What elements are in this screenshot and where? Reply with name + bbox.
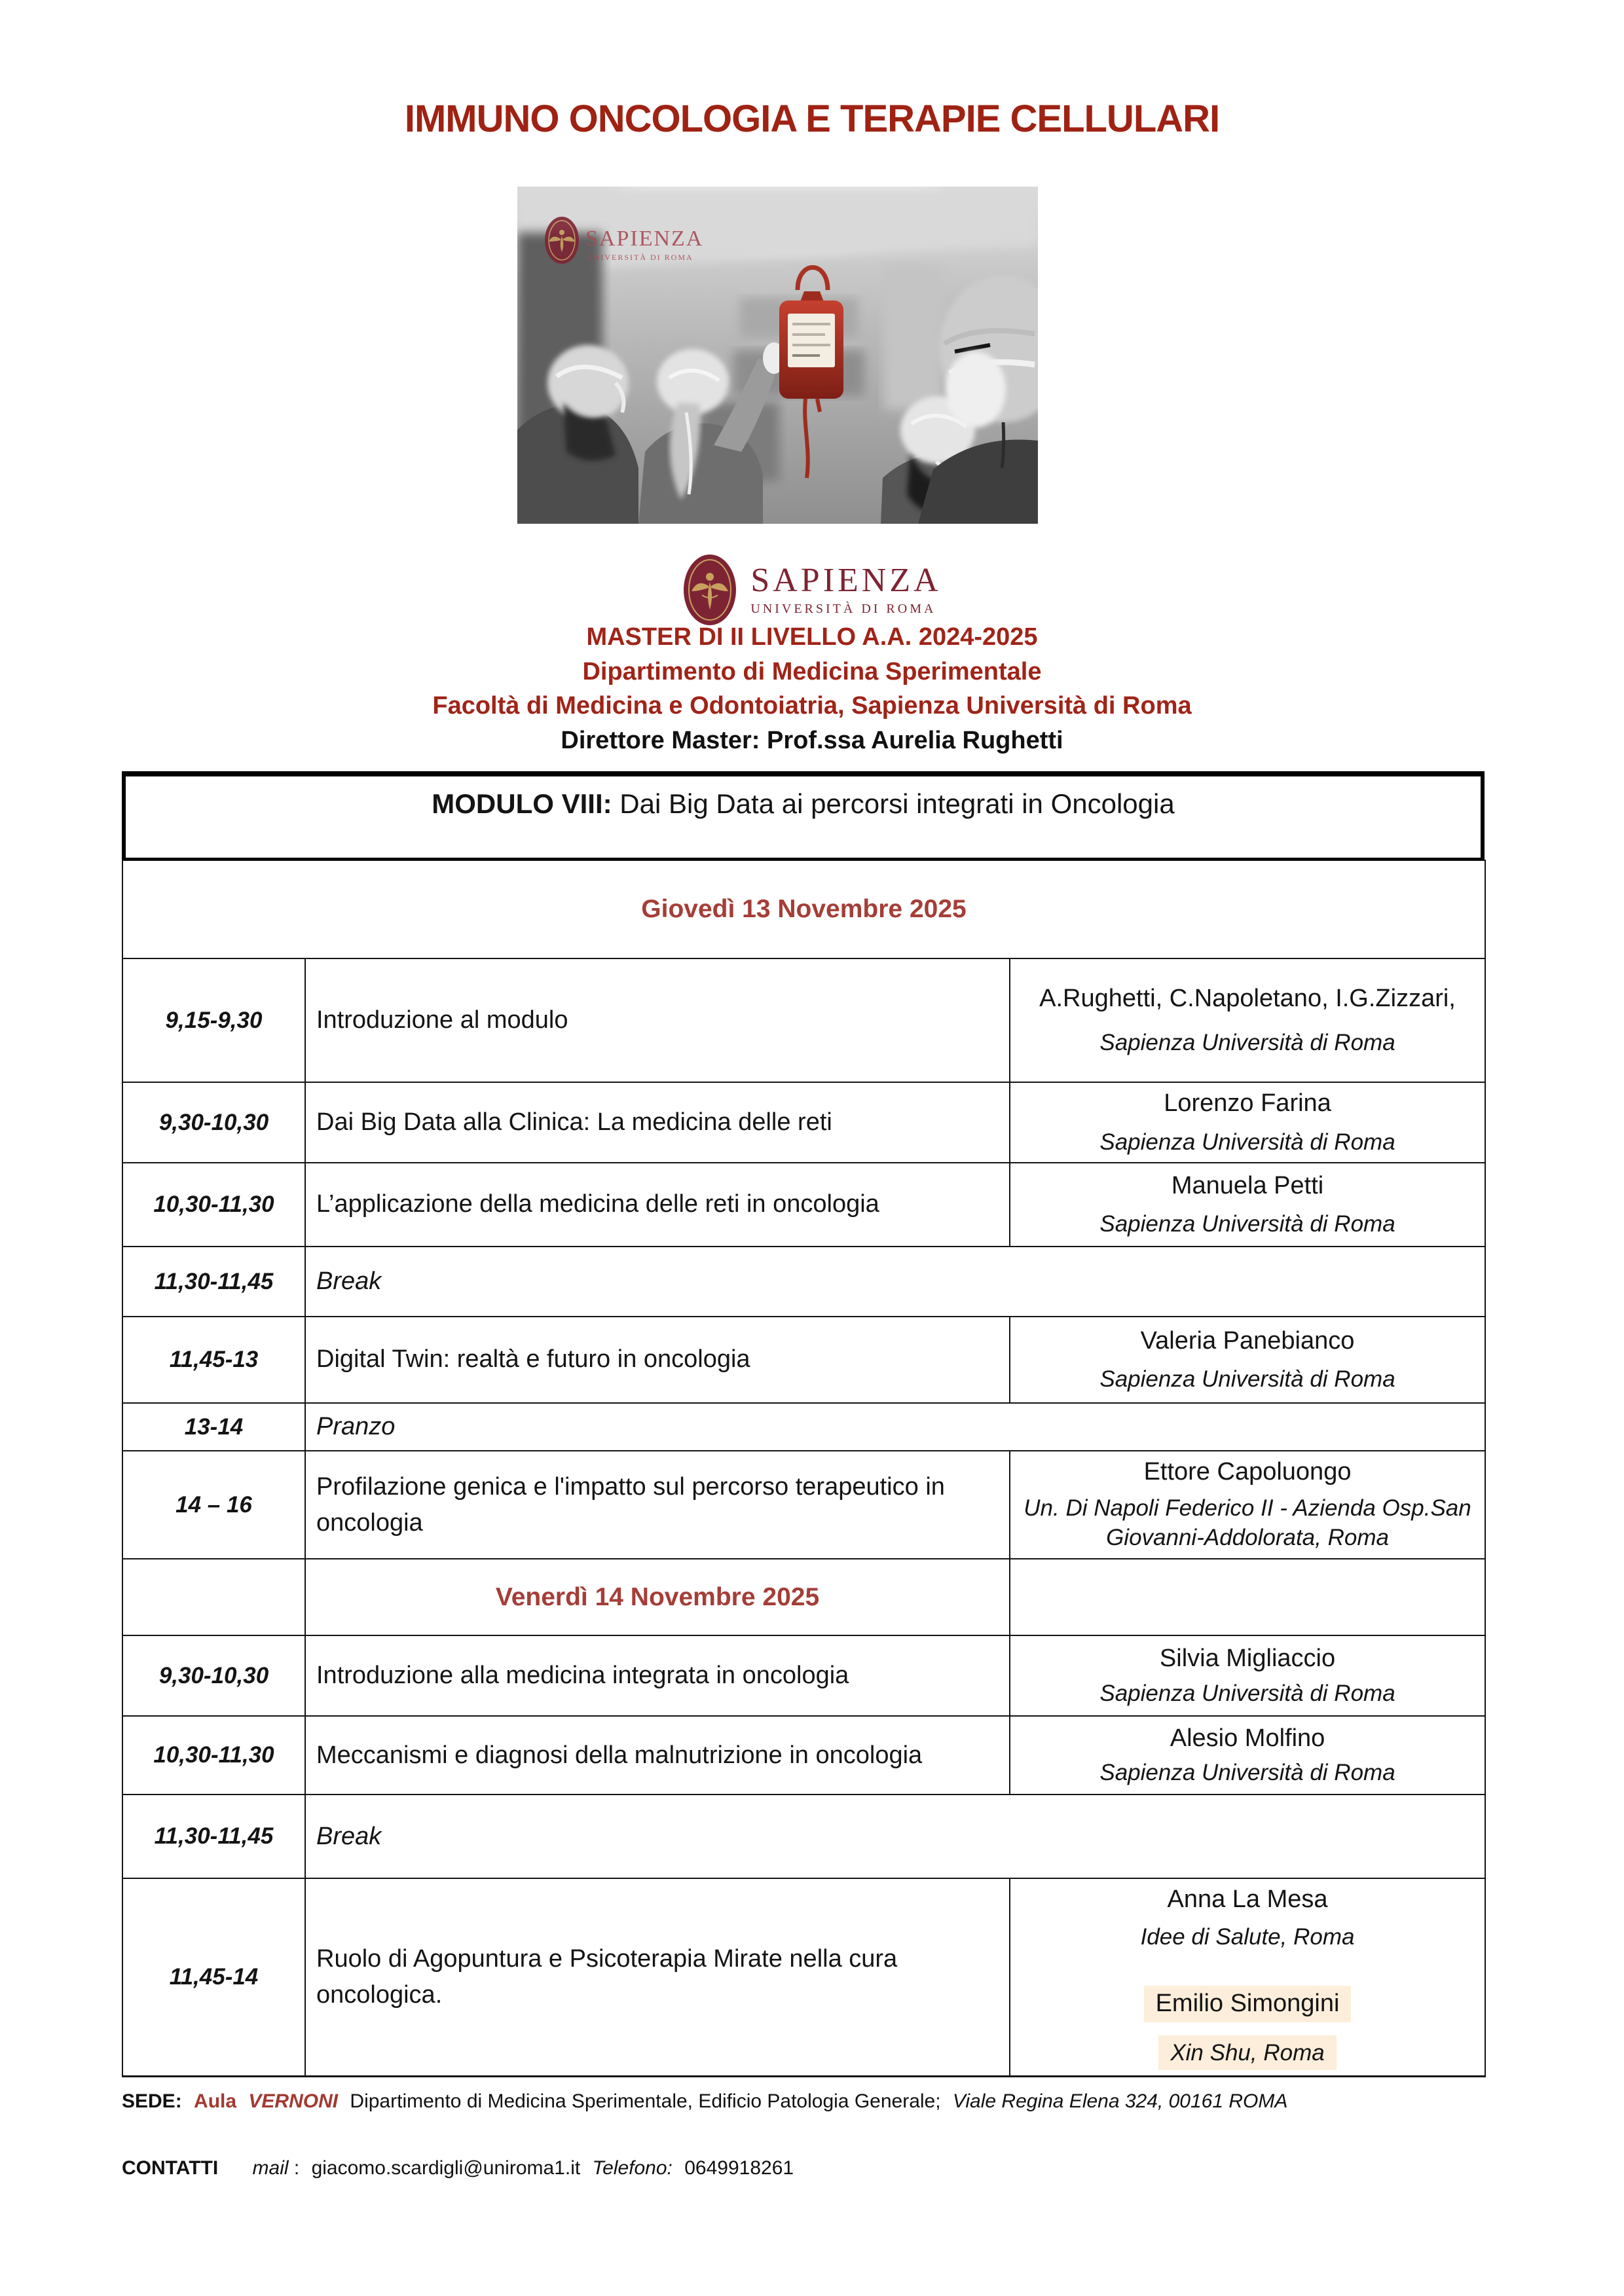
time-cell: 14 – 16 bbox=[122, 1451, 305, 1559]
speaker-affiliation: Sapienza Università di Roma bbox=[1099, 1129, 1395, 1155]
break-row bbox=[122, 1795, 1485, 1878]
email-address: giacomo.scardigli@uniroma1.it bbox=[311, 2157, 581, 2179]
table-row bbox=[122, 1451, 1485, 1559]
time-cell: 13-14 bbox=[122, 1403, 305, 1451]
sede-room-name: VERNONI bbox=[248, 2090, 339, 2112]
speaker-affiliation-2: Xin Shu, Roma bbox=[1014, 2035, 1481, 2071]
speaker-name: A.Rughetti, C.Napoletano, I.G.Zizzari, bbox=[1039, 985, 1456, 1012]
speaker-cell bbox=[1010, 1635, 1485, 1716]
speaker-cell bbox=[1010, 1878, 1485, 2077]
speaker-name: Ettore Capoluongo bbox=[1143, 1458, 1352, 1486]
course-photo-svg bbox=[517, 187, 1038, 524]
day2-header: Venerdì 14 Novembre 2025 bbox=[305, 1559, 1010, 1635]
speaker-cell bbox=[1010, 1451, 1485, 1559]
venue-line bbox=[122, 2090, 1287, 2113]
mail-label: mail bbox=[252, 2157, 289, 2179]
sede-text: Dipartimento di Medicina Sperimentale, Edificio Patologia Generale; bbox=[350, 2090, 941, 2112]
speaker-affiliation: Sapienza Università di Roma bbox=[1099, 1680, 1395, 1706]
table-row bbox=[122, 1163, 1485, 1247]
time-cell: 9,30-10,30 bbox=[122, 1635, 305, 1716]
telefono-label: Telefono: bbox=[592, 2157, 673, 2179]
time-cell: 9,15-9,30 bbox=[122, 958, 305, 1082]
table-row bbox=[122, 1082, 1485, 1163]
speaker-name-2: Emilio Simongini bbox=[1014, 1986, 1481, 2022]
table-row bbox=[122, 1635, 1485, 1716]
table-row bbox=[122, 1878, 1485, 2077]
phone-number: 0649918261 bbox=[684, 2157, 794, 2179]
speaker-affiliation: Sapienza Università di Roma bbox=[1099, 1211, 1395, 1237]
break-row bbox=[122, 1247, 1485, 1317]
topic-cell: L’applicazione della medicina delle reti in oncologia bbox=[305, 1163, 1010, 1247]
module-label: MODULO VIII: bbox=[432, 788, 612, 819]
day-row bbox=[122, 1559, 1485, 1635]
speaker-affiliation: Idee di Salute, Roma bbox=[1140, 1923, 1355, 1950]
schedule-section bbox=[122, 771, 1485, 2077]
sapienza-logo bbox=[0, 553, 1624, 627]
watermark-title: SAPIENZA bbox=[585, 227, 704, 251]
table-row bbox=[122, 1716, 1485, 1795]
speaker-cell bbox=[1010, 1716, 1485, 1795]
director-line: Direttore Master: Prof.ssa Aurelia Rughetti bbox=[561, 727, 1063, 754]
module-title: Dai Big Data ai percorsi integrati in Oncologia bbox=[612, 788, 1175, 819]
sapienza-crest-icon bbox=[682, 553, 737, 627]
department-line: Dipartimento di Medicina Sperimentale bbox=[582, 658, 1042, 685]
page-title: IMMUNO ONCOLOGIA E TERAPIE CELLULARI bbox=[404, 98, 1220, 140]
break-cell: Break bbox=[305, 1795, 1485, 1878]
day1-header: Giovedì 13 Novembre 2025 bbox=[122, 860, 1485, 958]
topic-cell: Digital Twin: realtà e futuro in oncologia bbox=[305, 1317, 1010, 1403]
topic-cell: Profilazione genica e l'impatto sul percorso terapeutico in oncologia bbox=[305, 1451, 1010, 1559]
sede-room: Aula bbox=[194, 2090, 237, 2112]
schedule-table bbox=[122, 860, 1486, 2077]
logo-wordmark: SAPIENZA bbox=[750, 561, 942, 599]
speaker-cell bbox=[1010, 1317, 1485, 1403]
speaker-name: Lorenzo Farina bbox=[1164, 1089, 1331, 1117]
logo-subtitle: UNIVERSITÀ DI ROMA bbox=[750, 601, 936, 616]
contatti-label: CONTATTI bbox=[122, 2157, 219, 2179]
watermark-subtitle: UNIVERSITÀ DI ROMA bbox=[587, 253, 693, 262]
time-cell: 11,45-13 bbox=[122, 1317, 305, 1403]
course-photo bbox=[517, 187, 1038, 524]
speaker-name: Silvia Migliaccio bbox=[1159, 1645, 1336, 1673]
contacts-line bbox=[122, 2157, 794, 2179]
speaker-name: Manuela Petti bbox=[1171, 1171, 1324, 1199]
speaker-cell bbox=[1010, 958, 1485, 1082]
time-cell: 11,30-11,45 bbox=[122, 1247, 305, 1317]
time-cell: 10,30-11,30 bbox=[122, 1716, 305, 1795]
speaker-cell bbox=[1010, 1082, 1485, 1163]
time-cell: 11,45-14 bbox=[122, 1878, 305, 2077]
sede-address: Viale Regina Elena 324, 00161 ROMA bbox=[952, 2090, 1288, 2112]
module-header bbox=[122, 771, 1485, 860]
topic-cell: Introduzione al modulo bbox=[305, 958, 1010, 1082]
topic-cell: Dai Big Data alla Clinica: La medicina delle reti bbox=[305, 1082, 1010, 1163]
speaker-affiliation: Sapienza Università di Roma bbox=[1099, 1029, 1395, 1055]
mail-sep: : bbox=[293, 2157, 300, 2179]
break-row bbox=[122, 1403, 1485, 1451]
speaker-name: Alesio Molfino bbox=[1170, 1724, 1325, 1752]
time-cell: 11,30-11,45 bbox=[122, 1795, 305, 1878]
topic-cell: Introduzione alla medicina integrata in oncologia bbox=[305, 1635, 1010, 1716]
break-cell: Break bbox=[305, 1247, 1485, 1317]
sede-label: SEDE: bbox=[122, 2090, 182, 2112]
speaker-name: Valeria Panebianco bbox=[1140, 1326, 1355, 1355]
empty-cell bbox=[122, 1559, 305, 1635]
speaker-affiliation: Un. Di Napoli Federico II - Azienda Osp.San Giovanni-Addolorata, Roma bbox=[1024, 1495, 1471, 1551]
time-cell: 10,30-11,30 bbox=[122, 1163, 305, 1247]
topic-cell: Meccanismi e diagnosi della malnutrizione in oncologia bbox=[305, 1716, 1010, 1795]
speaker-name: Anna La Mesa bbox=[1167, 1886, 1328, 1914]
lunch-cell: Pranzo bbox=[305, 1403, 1485, 1451]
table-row bbox=[122, 1317, 1485, 1403]
speaker-cell bbox=[1010, 1163, 1485, 1247]
topic-cell: Ruolo di Agopuntura e Psicoterapia Mirate nella cura oncologica. bbox=[305, 1878, 1010, 2077]
speaker-affiliation: Sapienza Università di Roma bbox=[1099, 1366, 1395, 1392]
table-row bbox=[122, 958, 1485, 1082]
empty-cell bbox=[1010, 1559, 1485, 1635]
faculty-line: Facoltà di Medicina e Odontoiatria, Sapienza Università di Roma bbox=[432, 692, 1192, 720]
speaker-affiliation: Sapienza Università di Roma bbox=[1099, 1760, 1395, 1786]
time-cell: 9,30-10,30 bbox=[122, 1082, 305, 1163]
day-row bbox=[122, 860, 1485, 958]
master-title: MASTER DI II LIVELLO A.A. 2024-2025 bbox=[586, 623, 1038, 651]
